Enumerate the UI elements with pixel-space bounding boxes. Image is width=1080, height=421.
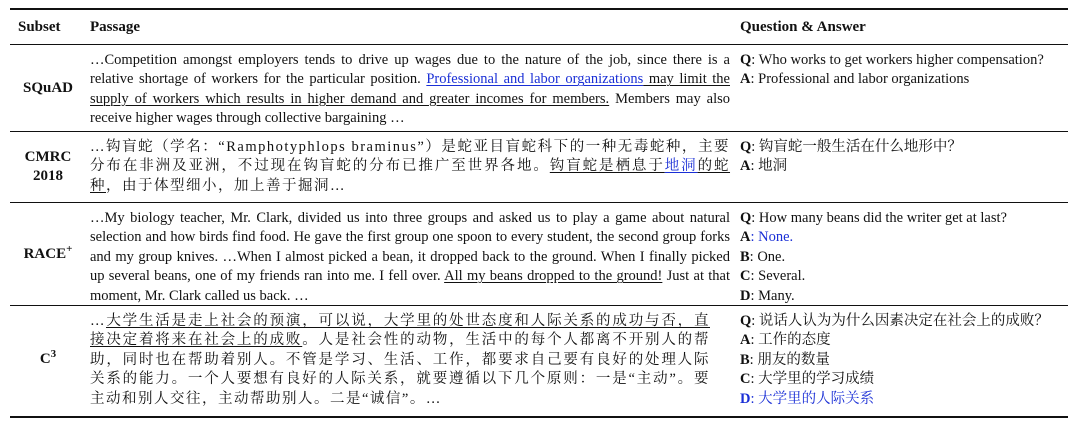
answer-line: A: Professional and labor organizations — [740, 71, 970, 88]
passage-text: …My biology teacher, Mr. Clark, divided us into three groups and asked us to play a game about natural selection and how birds find food. He gave the first group one spoon to every student, the second group forks and my group knives. …When I almost picked a bean, it dropped back to the ground. When I finally picked up several beans, one of my friends ran into me. I fell over. — [90, 210, 730, 285]
bottom-rule — [10, 416, 1068, 418]
question-line: Q: Who works to get workers higher compensation? — [740, 52, 1044, 68]
row-squad — [10, 45, 1068, 131]
question-line: Q: 说话人认为为什么因素决定在社会上的成败？ — [740, 313, 1049, 329]
qa-squad — [740, 51, 1070, 90]
passage-answer-span: 地洞 — [664, 158, 698, 175]
passage-text: …Competition amongst employers tends to drive up wages due to the nature of the job, since there is a relative shortage of workers for the particular position. — [90, 52, 730, 88]
question-line: Q: How many beans did the writer get at last? — [740, 210, 1007, 226]
option-line: B: One. — [740, 248, 786, 265]
answer-line: A: 地洞 — [740, 158, 788, 175]
passage-cmrc — [90, 138, 730, 196]
qa-race — [740, 209, 1070, 306]
passage-answer-span: Professional and labor organizations — [426, 71, 644, 88]
option-line: C: Several. — [740, 268, 806, 285]
qa-c3 — [740, 312, 1070, 409]
passage-evidence-span: 的蛇种 — [90, 158, 731, 194]
passage-text: … — [90, 313, 106, 329]
passage-race — [90, 209, 730, 306]
question-line: Q: 钩盲蛇一般生活在什么地形中？ — [740, 139, 962, 155]
header-passage: Passage — [90, 19, 140, 35]
subset-squad: SQuAD — [22, 80, 74, 96]
passage-text: …钩盲蛇（学名：“Ramphotyphlops braminus”）是蛇亚目盲蛇科下的一种无毒蛇种，主要分布在非洲及亚洲，不过现在钩盲蛇的分布已推广至世界各地。 — [90, 139, 730, 175]
header-row — [10, 10, 1068, 44]
row-cmrc — [10, 132, 1068, 202]
header-subset: Subset — [18, 19, 61, 35]
passage-evidence-span: may limit the supply of workers which results in higher demand and greater incomes for members. — [90, 71, 730, 107]
row-race — [10, 203, 1068, 305]
option-line: B: 朋友的数量 — [740, 351, 830, 368]
qa-cmrc — [740, 138, 1070, 177]
option-line: A: 工作的态度 — [740, 332, 831, 349]
subset-c3: $C^3$ — [39, 348, 57, 367]
passage-text: Just at that moment, Mr. Clark called us back. … — [90, 268, 730, 304]
passage-evidence-span: All my beans dropped to the ground! — [444, 268, 663, 285]
option-line: A: None. — [740, 229, 794, 246]
passage-evidence-span: 大学生活是走上社会的预演，可以说，大学里的处世态度和人际关系的成功与否，直接决定着将来在社会上的成败 — [90, 313, 710, 349]
passage-text: ，由于体型细小，加上善于掘洞… — [106, 177, 346, 194]
passage-squad — [90, 51, 730, 129]
option-line: D: Many. — [740, 287, 795, 304]
row-c3 — [10, 306, 1068, 416]
passage-text: 。人是社会性的动物，生活中的每个人都离不开别人的帮助，同时也在帮助着别人。不管是学习、生活、工作，都要求自己要有良好的处理人际关系的能力。一个人要想有良好的人际关系，就要遵循以下几个原则：一是“主动”。要主动和别人交往，主动帮助别人。二是“诚信”。… — [90, 332, 711, 407]
option-line: C: 大学里的学习成绩 — [740, 371, 875, 388]
passage-evidence-span: 钩盲蛇是栖息于 — [549, 158, 665, 175]
header-qa: Question & Answer — [740, 19, 866, 35]
passage-c3 — [90, 312, 710, 409]
option-line: D: 大学里的人际关系 — [740, 390, 875, 407]
dataset-examples-table — [10, 8, 1068, 418]
subset-cmrc: CMRC 2018 — [24, 149, 72, 184]
passage-text: Members may also receive higher wages through collective bargaining … — [90, 90, 730, 127]
subset-race: RACE+ — [23, 243, 73, 262]
